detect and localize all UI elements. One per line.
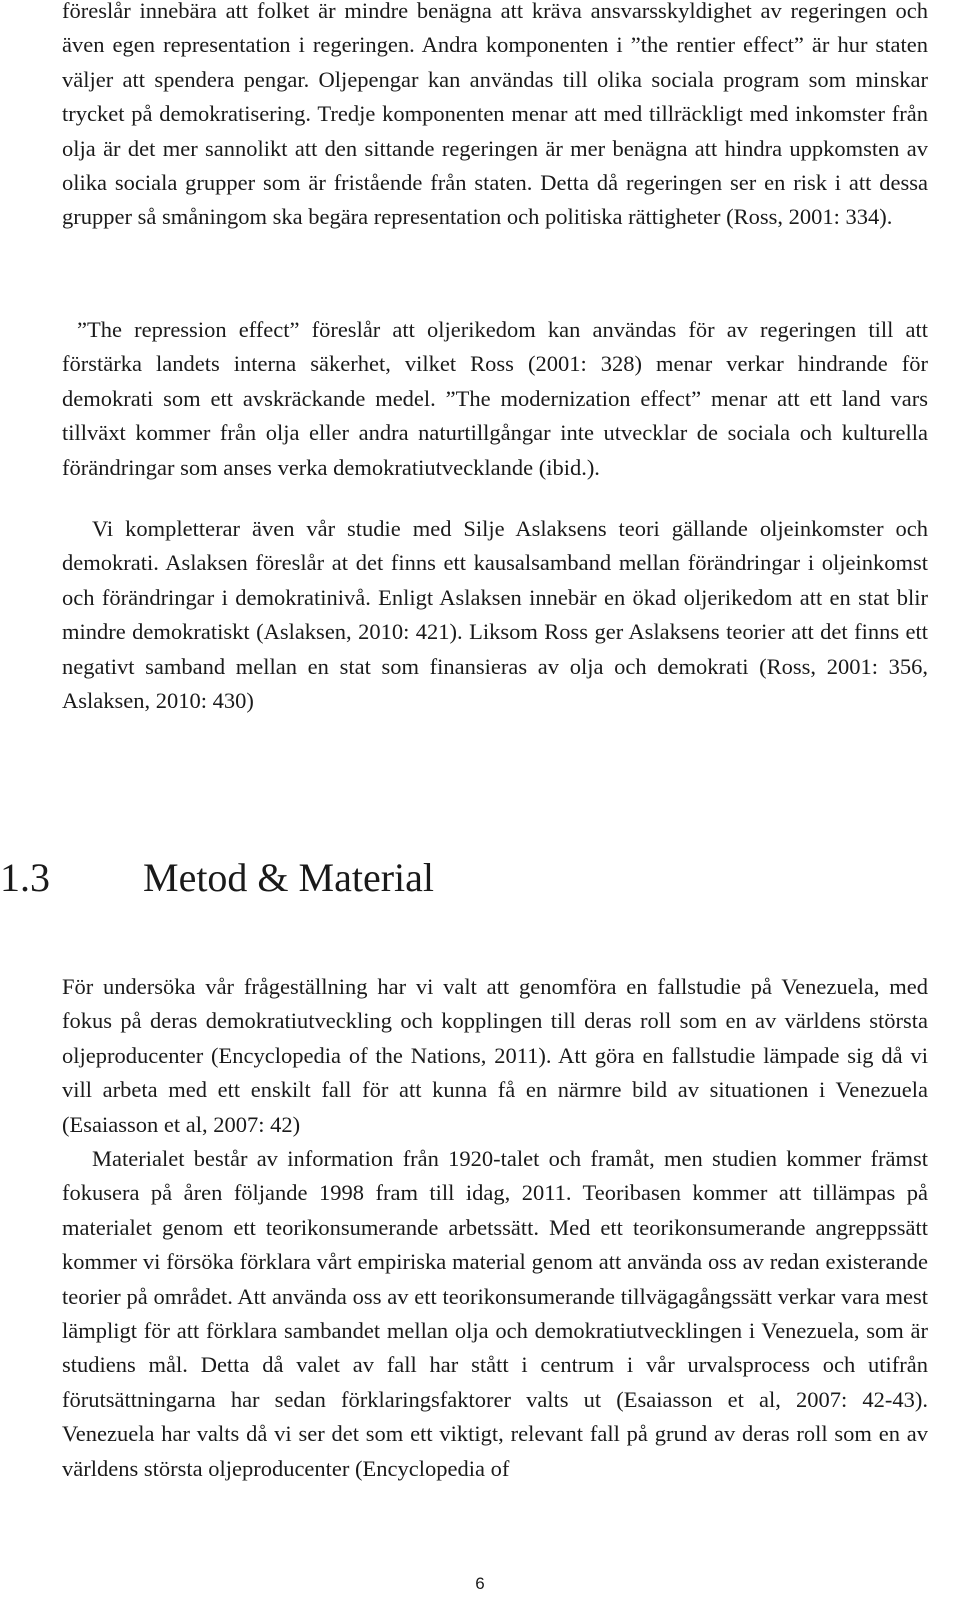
paragraph-material: Materialet består av information från 1920-talet och framåt, men studien kommer främst fokusera på åren följande 1998 fram till idag, 2011. Teoribasen kommer att tillämpas på materialet genom ett teorikonsumerande arbetssätt. Med ett teorikonsumerande angreppssätt kommer vi försöka förklara vårt empiriska material genom att använda oss av redan existerande teorier på området. Att använda oss av ett teorikonsumerande tillvägagångssätt verkar vara mest lämpligt för att förklara sambandet mellan olja och demokratiutvecklingen i Venezuela, som är studiens mål. Detta då valet av fall har stått i centrum i vår urvalsprocess och utifrån förutsättningarna har sedan förklaringsfaktorer valts ut (Esaiasson et al, 2007: 42-43). Venezuela har valts då vi ser det som ett viktigt, relevant fall på grund av deras roll som en av världens största oljeproducenter (Encyclopedia of xyxy=(62,1146,928,1481)
paragraph-aslaksen-theory: Vi kompletterar även vår studie med Silje Aslaksens teori gällande oljeinkomster och demokrati. Aslaksen föreslår at det finns ett kausalsamband mellan förändringar i oljeinkomst och förändringar i demokratinivå. Enligt Aslaksen innebär en ökad oljerikedom att en stat blir mindre demokratiskt (Aslaksen, 2010: 421). Liksom Ross ger Aslaksens teorier att det finns ett negativt samband mellan en stat som finansieras av olja och demokrati (Ross, 2001: 356, Aslaksen, 2010: 430) xyxy=(62,516,928,714)
paragraph-rentier-effect: föreslår innebära att folket är mindre benägna att kräva ansvarsskyldighet av regeringen och även egen representation i regeringen. Andra komponenten i ”the rentier effect” är hur staten väljer att spendera pengar. Oljepengar kan användas till olika sociala program som minskar trycket på demokratisering. Tredje komponenten menar att med tillräckligt med inkomster från olja är det mer sannolikt att den sittande regeringen är mer benägna att hindra uppkomsten av olika sociala grupper som är fristående från staten. Detta då regeringen ser en risk i att dessa grupper så småningom ska begära representation och politiska rättigheter (Ross, 2001: 334). xyxy=(62,0,928,230)
section-heading xyxy=(0,852,700,912)
paragraph-repression-effect: ”The repression effect” föreslår att oljerikedom kan användas för av regeringen till att förstärka landets interna säkerhet, vilket Ross (2001: 328) menar verkar hindrande för demokrati som ett avskräckande medel. ”The modernization effect” menar att ett land vars tillväxt kommer från olja eller andra naturtillgångar inte utvecklar de sociala och kulturella förändringar som anses verka demokratiutvecklande (ibid.). xyxy=(62,317,928,480)
section-title: Metod & Material xyxy=(143,855,435,900)
section-number: 1.3 xyxy=(0,855,50,900)
paragraph-case-study: För undersöka vår frågeställning har vi valt att genomföra en fallstudie på Venezuela, med fokus på deras demokratiutveckling och kopplingen till deras roll som en av världens största oljeproducenter (Encyclopedia of the Nations, 2011). Att göra en fallstudie lämpade sig då vi vill arbeta med ett enskilt fall för att kunna få en närmre bild av situationen i Venezuela (Esaiasson et al, 2007: 42) xyxy=(62,974,928,1137)
page-number: 6 xyxy=(475,1574,485,1593)
